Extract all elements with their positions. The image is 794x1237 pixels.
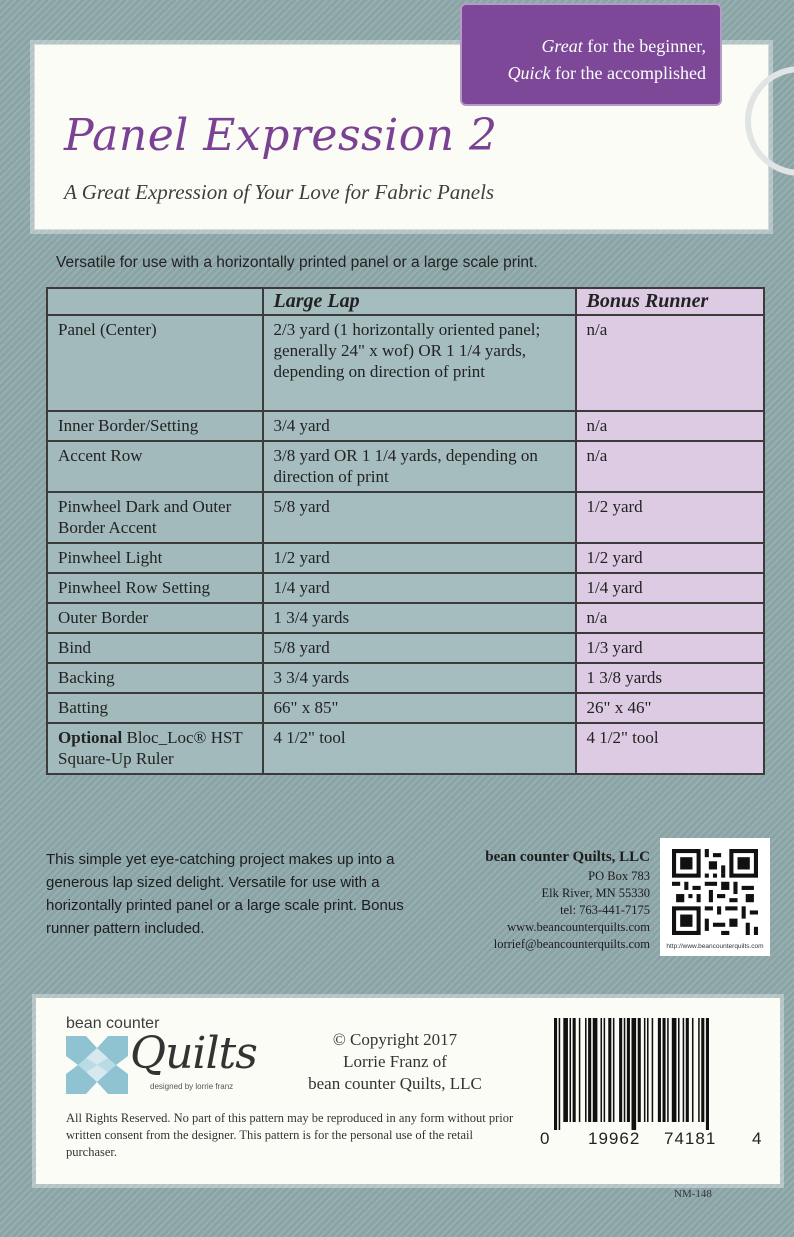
item-cell: Panel (Center) bbox=[47, 315, 263, 411]
barcode-bar bbox=[613, 1018, 615, 1122]
item-cell: Backing bbox=[47, 663, 263, 693]
promo-line-1: Great for the beginner, bbox=[541, 36, 706, 56]
quilt-block-logo-icon bbox=[66, 1036, 128, 1094]
table-row bbox=[47, 441, 764, 492]
lap-cell: 1/2 yard bbox=[263, 543, 576, 573]
table-row-optional bbox=[47, 723, 764, 774]
po-box: PO Box 783 bbox=[588, 869, 650, 883]
header-cell-bonus-runner: Bonus Runner bbox=[576, 288, 765, 315]
barcode-digit-check: 4 bbox=[752, 1129, 762, 1146]
lap-cell: 66" x 85" bbox=[263, 693, 576, 723]
item-cell: Inner Border/Setting bbox=[47, 411, 263, 441]
pattern-title: Panel Expression 2 bbox=[64, 110, 498, 161]
sku-code: NM-148 bbox=[674, 1188, 712, 1200]
barcode-bar bbox=[698, 1018, 700, 1122]
barcode-bar bbox=[638, 1018, 641, 1122]
table-header-row bbox=[47, 288, 764, 315]
lap-cell: 1 3/4 yards bbox=[263, 603, 576, 633]
lap-cell: 2/3 yard (1 horizontally oriented panel; generally 24" x wof) OR 1 1/4 yards, depending on direction of print bbox=[263, 315, 576, 411]
lap-cell: 5/8 yard bbox=[263, 633, 576, 663]
lap-cell: 1/4 yard bbox=[263, 573, 576, 603]
copyright-line: © Copyright 2017 bbox=[332, 1030, 458, 1049]
qr-code-icon bbox=[672, 846, 758, 938]
runner-cell: 1/2 yard bbox=[576, 543, 765, 573]
promo-line-2: Quick for the accomplished bbox=[507, 63, 706, 83]
item-cell: Pinwheel Row Setting bbox=[47, 573, 263, 603]
company-name: bean counter Quilts, LLC bbox=[485, 849, 650, 865]
item-cell: Optional Bloc_Loc® HST Square-Up Ruler bbox=[47, 723, 263, 774]
barcode-bar bbox=[593, 1018, 598, 1122]
runner-cell: n/a bbox=[576, 603, 765, 633]
item-cell: Batting bbox=[47, 693, 263, 723]
barcode-bar bbox=[672, 1018, 677, 1122]
item-cell: Bind bbox=[47, 633, 263, 663]
table-row bbox=[47, 492, 764, 543]
copyright-block bbox=[290, 1029, 500, 1095]
lap-cell: 5/8 yard bbox=[263, 492, 576, 543]
pattern-subtitle: A Great Expression of Your Love for Fabric Panels bbox=[64, 180, 495, 204]
barcode-bar bbox=[658, 1018, 661, 1122]
barcode-bar bbox=[652, 1018, 654, 1122]
city-state-zip: Elk River, MN 55330 bbox=[541, 886, 650, 900]
barcode-bar bbox=[686, 1018, 689, 1122]
item-cell: Pinwheel Dark and Outer Border Accent bbox=[47, 492, 263, 543]
item-cell: Pinwheel Light bbox=[47, 543, 263, 573]
header-cell-large-lap: Large Lap bbox=[263, 288, 576, 315]
barcode-bar bbox=[692, 1018, 694, 1122]
barcode-bar bbox=[570, 1018, 572, 1122]
barcode-bar bbox=[554, 1018, 557, 1130]
barcode-bar bbox=[663, 1018, 666, 1122]
barcode-digit-lead: 0 bbox=[540, 1129, 550, 1146]
lap-cell: 3/4 yard bbox=[263, 411, 576, 441]
barcode-bar bbox=[579, 1018, 581, 1122]
item-cell: Outer Border bbox=[47, 603, 263, 633]
barcode-icon bbox=[536, 1016, 766, 1146]
runner-cell: 1/2 yard bbox=[576, 492, 765, 543]
table-row bbox=[47, 573, 764, 603]
table-row bbox=[47, 543, 764, 573]
runner-cell: 1/4 yard bbox=[576, 573, 765, 603]
barcode-digits-left: 19962 bbox=[588, 1129, 641, 1146]
copyright-line: bean counter Quilts, LLC bbox=[308, 1074, 482, 1093]
barcode-bar bbox=[683, 1018, 685, 1122]
table-row bbox=[47, 315, 764, 411]
website-link[interactable]: www.beancounterquilts.com bbox=[507, 920, 650, 934]
runner-cell: n/a bbox=[576, 315, 765, 411]
rights-notice: All Rights Reserved. No part of this pattern may be reproduced in any form without prior written consent from the designer. This pattern is for the personal use of the retail purchaser. bbox=[66, 1111, 514, 1159]
upc-barcode bbox=[536, 1016, 766, 1146]
lap-cell: 4 1/2" tool bbox=[263, 723, 576, 774]
lap-cell: 3/8 yard OR 1 1/4 yards, depending on direction of print bbox=[263, 441, 576, 492]
pattern-description: This simple yet eye-catching project makes up into a generous lap sized delight. Versatile for use with a horizontally printed panel or a large scale print. Bonus runner pattern included. bbox=[46, 851, 404, 937]
contact-block bbox=[380, 846, 650, 953]
barcode-bar bbox=[627, 1018, 630, 1122]
fabric-requirements-table bbox=[46, 287, 765, 775]
barcode-bar bbox=[563, 1018, 568, 1122]
header-cell-item bbox=[47, 288, 263, 315]
runner-cell: 1 3/8 yards bbox=[576, 663, 765, 693]
lap-cell: 3 3/4 yards bbox=[263, 663, 576, 693]
qr-code[interactable] bbox=[660, 838, 770, 956]
barcode-digits-right: 74181 bbox=[664, 1129, 717, 1146]
email-link[interactable]: lorrief@beancounterquilts.com bbox=[493, 937, 650, 951]
promo-tag bbox=[460, 3, 722, 106]
qr-caption: http://www.beancounterquilts.com bbox=[666, 943, 764, 950]
brand-name-top: bean counter bbox=[66, 1015, 160, 1032]
item-cell: Accent Row bbox=[47, 441, 263, 492]
copyright-line: Lorrie Franz of bbox=[343, 1052, 447, 1071]
barcode-bar bbox=[667, 1018, 669, 1122]
barcode-bar bbox=[624, 1018, 626, 1122]
barcode-bar bbox=[604, 1018, 606, 1122]
barcode-bar bbox=[678, 1018, 680, 1122]
runner-cell: 4 1/2" tool bbox=[576, 723, 765, 774]
runner-cell: 26" x 46" bbox=[576, 693, 765, 723]
barcode-bar bbox=[632, 1018, 637, 1130]
barcode-bar bbox=[601, 1018, 603, 1122]
barcode-bar bbox=[706, 1018, 709, 1130]
table-row bbox=[47, 603, 764, 633]
table-row bbox=[47, 411, 764, 441]
barcode-bar bbox=[701, 1018, 704, 1122]
table-row bbox=[47, 693, 764, 723]
barcode-bar bbox=[559, 1018, 561, 1130]
table-row bbox=[47, 663, 764, 693]
runner-cell: n/a bbox=[576, 441, 765, 492]
brand-script-quilts: Quilts bbox=[130, 1028, 257, 1079]
barcode-bar bbox=[585, 1018, 587, 1122]
barcode-bar bbox=[608, 1018, 611, 1122]
barcode-bar bbox=[573, 1018, 576, 1122]
barcode-bar bbox=[647, 1018, 649, 1122]
runner-cell: n/a bbox=[576, 411, 765, 441]
brand-designer: designed by lorrie franz bbox=[150, 1082, 234, 1091]
barcode-bar bbox=[619, 1018, 622, 1122]
telephone: tel: 763-441-7175 bbox=[560, 903, 650, 917]
barcode-bar bbox=[588, 1018, 591, 1122]
intro-text: Versatile for use with a horizontally printed panel or a large scale print. bbox=[56, 254, 538, 271]
runner-cell: 1/3 yard bbox=[576, 633, 765, 663]
barcode-bar bbox=[644, 1018, 646, 1122]
table-row bbox=[47, 633, 764, 663]
